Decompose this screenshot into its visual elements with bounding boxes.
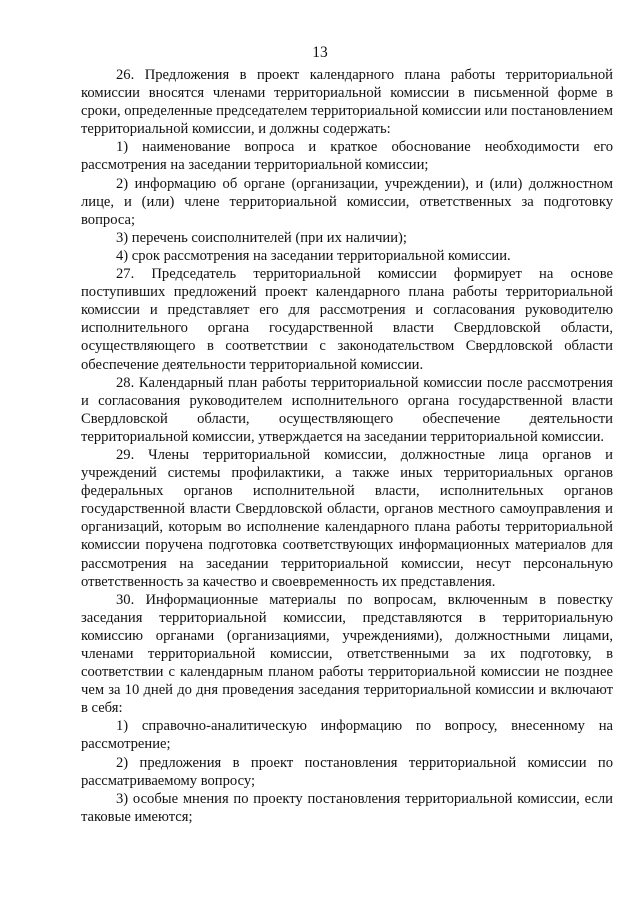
paragraph-27: 27. Председатель территориальной комиссии формирует на основе поступивших предложений проект календарного плана работы территориальной комиссии и представляет его для рассмотрения и согласования руководителю исполнительного органа государственной власти Свердловской области, осуществляющего в соответствии с законодательством Свердловской области обеспечение деятельности территориальной комиссии. [81, 266, 613, 373]
paragraph-29: 29. Члены территориальной комиссии, должностные лица органов и учреждений системы профилактики, а также иных территориальных органов федеральных органов исполнительной власти, исполнительных органов государственной власти Свердловской области, органов местного самоуправления и организаций, которым во исполнение календарного плана работы территориальной комиссии поручена подготовка соответствующих информационных материалов для рассмотрения на заседании территориальной комиссии, несут персональную ответственность за качество и своевременность их представления. [81, 446, 613, 590]
document-body [81, 66, 613, 826]
list-item-26-2: 2) информацию об органе (организации, учреждении), и (или) должностном лице, и (или) члене территориальной комиссии, ответственных за подготовку вопроса; [81, 175, 613, 228]
page-number: 13 [312, 44, 328, 61]
list-item-26-4: 4) срок рассмотрения на заседании территориальной комиссии. [116, 247, 511, 264]
list-item-26-3: 3) перечень соисполнителей (при их наличии); [116, 229, 407, 246]
paragraph-30: 30. Информационные материалы по вопросам, включенным в повестку заседания территориальной комиссии, представляются в территориальную комиссию органами (организациями, учреждениями), должностными лицами, членами территориальной комиссии, ответственными за их подготовку, в соответствии с календарным планом работы территориальной комиссии не позднее чем за 10 дней до дня проведения заседания территориальной комиссии и включают в себя: [81, 591, 613, 717]
list-item-26-1: 1) наименование вопроса и краткое обоснование необходимости его рассмотрения на заседании территориальной комиссии; [81, 139, 613, 174]
list-item-30-1: 1) справочно-аналитическую информацию по вопросу, внесенному на рассмотрение; [81, 718, 613, 753]
list-item-30-3: 3) особые мнения по проекту постановления территориальной комиссии, если таковые имеются; [81, 790, 613, 825]
paragraph-28: 28. Календарный план работы территориальной комиссии после рассмотрения и согласования руководителем исполнительного органа государственной власти Свердловской области, осуществляющего обеспечение деятельности территориальной комиссии, утверждается на заседании территориальной комиссии. [81, 374, 613, 445]
list-item-30-2: 2) предложения в проект постановления территориальной комиссии по рассматриваемому вопросу; [81, 754, 613, 789]
paragraph-26: 26. Предложения в проект календарного плана работы территориальной комиссии вносятся членами территориальной комиссии в письменной форме в сроки, определенные председателем территориальной комиссии или постановлением территориальной комиссии, и должны содержать: [81, 67, 613, 138]
